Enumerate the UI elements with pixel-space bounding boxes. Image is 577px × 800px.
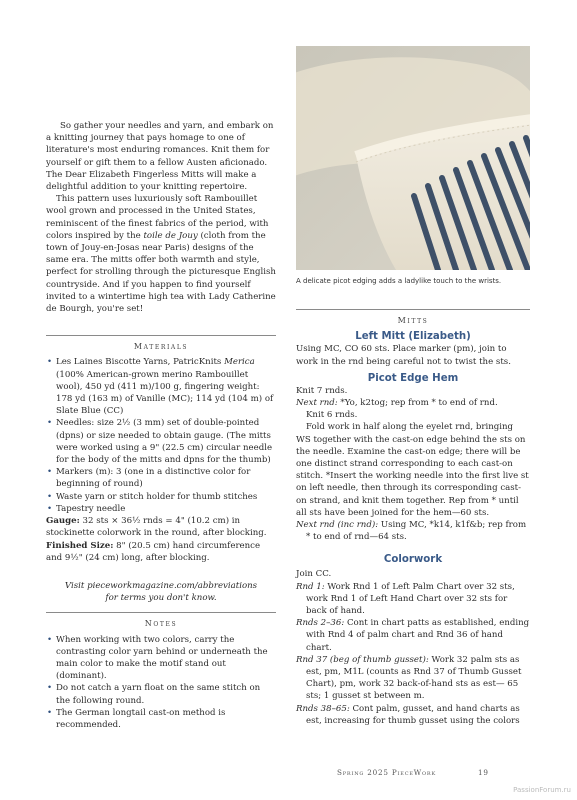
size-spec bbox=[46, 540, 276, 564]
next-round-instruction: Next rnd: *Yo, k2tog; rep from * to end of rnd. bbox=[296, 398, 498, 409]
left-column bbox=[46, 120, 276, 731]
page-footer bbox=[337, 768, 489, 777]
round-instruction: Rnds 38–65: Cont palm, gusset, and hand charts as est, increasing for thumb gusset using the colors bbox=[296, 703, 520, 726]
size-text: 8" (20.5 cm) hand circumference and 9½" (24 cm) long, after blocking. bbox=[46, 540, 261, 563]
list-item: • Markers (m): 3 (one in a distinctive color for beginning of round) bbox=[46, 466, 276, 490]
mitts-section bbox=[296, 309, 530, 727]
fold-instruction: Fold work in half along the eyelet rnd, bringing WS together with the cast-on edge behind the sts on the needle. Examine the cast-on edge; there will be one distinct strand corresponding to each cast-on stitch. *Insert the working needle into the first live st on left needle, then through its corresponding cast-on strand, and knit them together. Rep from * until all sts have been joined for the hem—60 sts. bbox=[296, 422, 529, 518]
intro-text bbox=[46, 120, 276, 315]
knit-7-rounds: Knit 7 rnds. bbox=[296, 385, 348, 396]
increase-round-instruction: Next rnd (inc rnd): Using MC, *k14, k1f&b; rep from * to end of rnd—64 sts. bbox=[296, 520, 527, 543]
watermark: PassionForum.ru bbox=[513, 786, 571, 794]
materials-heading: Materials bbox=[133, 342, 189, 352]
join-cc: Join CC. bbox=[296, 569, 332, 580]
abbreviations-link[interactable]: Visit pieceworkmagazine.com/abbreviations for terms you don't know. bbox=[64, 580, 258, 604]
intro-p2-part-a: This pattern uses luxuriously soft Rambouillet wool grown and processed in the United States, reminiscent of the finest fabrics of the period, with colors inspired by the bbox=[46, 194, 269, 241]
notes-heading: Notes bbox=[144, 619, 178, 629]
right-column bbox=[296, 46, 530, 727]
round-instruction: Rnds 2–36: Cont in chart patts as established, ending with Rnd 4 of palm chart and Rnd 36 of hand chart. bbox=[296, 618, 530, 653]
gauge-label: Gauge: bbox=[46, 516, 80, 527]
gauge-spec bbox=[46, 515, 276, 539]
list-item: • Les Laines Biscotte Yarns, PatricKnits Merica (100% American-grown merino Rambouillet wool), 450 yd (411 m)/100 g, fingering weight: 178 yd (163 m) of Vanille (MC); 114 yd (104 m) of Slate Blue (CC) bbox=[46, 356, 276, 417]
notes-section bbox=[46, 612, 276, 731]
picot-edge-title: Picot Edge Hem bbox=[367, 372, 459, 384]
materials-section bbox=[46, 335, 276, 564]
round-instruction: Rnd 37 (beg of thumb gusset): Work 32 palm sts as est, pm, M1L (counts as Rnd 37 of Thumb Gusset Chart), pm, work 32 back-of-hand sts as est— 65 sts; 1 gusset st between m. bbox=[296, 654, 522, 702]
page-number: 19 bbox=[477, 768, 489, 777]
issue-label: Spring 2025 PieceWork bbox=[337, 768, 436, 777]
knit-6-rounds: Knit 6 rnds. bbox=[306, 410, 358, 421]
notes-list bbox=[46, 634, 276, 732]
mitt-photo bbox=[296, 46, 530, 270]
colorwork-title: Colorwork bbox=[383, 554, 443, 566]
intro-paragraph-1: So gather your needles and yarn, and embark on a knitting journey that pays homage to one of literature's most enduring romances. Knit them for yourself or gift them to a fellow Austen aficionado. The Dear Elizabeth Fingerless Mitts will make a delightful addition to your knitting repertoire. bbox=[46, 121, 274, 193]
list-item: • The German longtail cast-on method is recommended. bbox=[46, 707, 276, 731]
intro-p2-part-b: (cloth from the town of Jouy-en-Josas near Paris) designs of the same era. The mitts offer both warmth and style, perfect for strolling through the picturesque English countryside. And if you happen to find yourself invited to a wintertime high tea with Lady Catherine de Bourgh, you're set! bbox=[46, 230, 276, 315]
cast-on-instruction: Using MC, CO 60 sts. Place marker (pm), join to work in the rnd being careful not to twist the sts. bbox=[296, 344, 511, 367]
mitts-heading: Mitts bbox=[397, 316, 429, 326]
list-item: • Needles: size 2½ (3 mm) set of double-pointed (dpns) or size needed to obtain gauge. (The mitts were worked using a 9" (22.5 cm) circular needle for the body of the mitts and dpns for the thumb) bbox=[46, 417, 276, 466]
size-label: Finished Size: bbox=[46, 540, 114, 551]
intro-paragraph-2 bbox=[46, 193, 276, 315]
left-mitt-title: Left Mitt (Elizabeth) bbox=[355, 331, 471, 343]
knitted-mitt-image bbox=[296, 46, 530, 270]
list-item: • When working with two colors, carry the contrasting color yarn behind or underneath the main color to make the motif stand out (dominant). bbox=[46, 634, 276, 683]
list-item: • Tapestry needle bbox=[46, 503, 276, 515]
round-instruction: Rnd 1: Work Rnd 1 of Left Palm Chart over 32 sts, work Rnd 1 of Left Hand Chart over 32 sts for back of hand. bbox=[296, 581, 515, 617]
photo-caption: A delicate picot edging adds a ladylike touch to the wrists. bbox=[296, 277, 502, 285]
list-item: • Waste yarn or stitch holder for thumb stitches bbox=[46, 491, 276, 503]
gauge-text: 32 sts × 36½ rnds = 4" (10.2 cm) in stockinette colorwork in the round, after blocking. bbox=[46, 516, 267, 539]
intro-p2-emphasis: toile de Jouy bbox=[143, 230, 198, 241]
materials-list bbox=[46, 356, 276, 515]
list-item: • Do not catch a yarn float on the same stitch on the following round. bbox=[46, 682, 276, 706]
